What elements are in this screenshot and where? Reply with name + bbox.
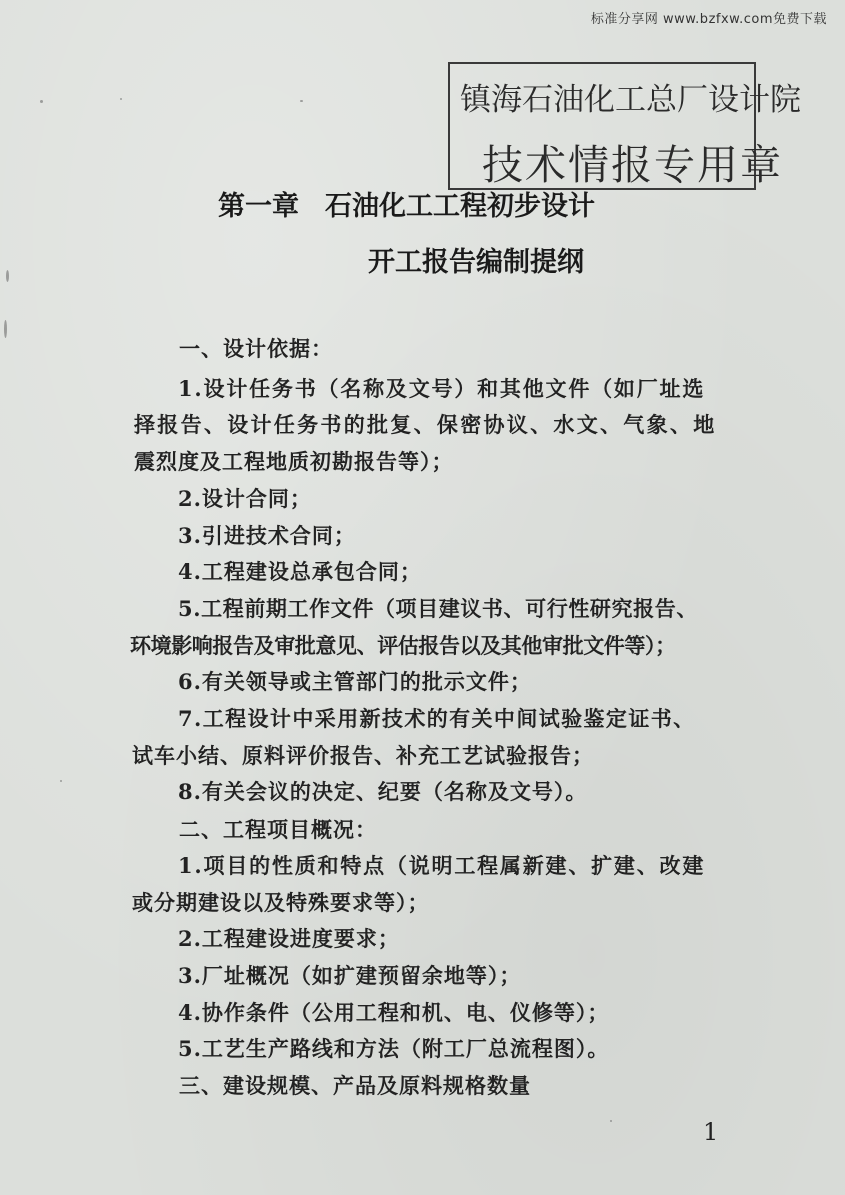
scan-speck xyxy=(300,100,303,102)
body-line: 或分期建设以及特殊要求等）； xyxy=(132,890,430,915)
scan-speck xyxy=(40,100,43,103)
body-line: 2.设计合同； xyxy=(178,486,312,511)
page-number: 1 xyxy=(703,1118,719,1146)
body-line: 择报告、设计任务书的批复、保密协议、水文、气象、地 xyxy=(134,412,717,437)
body-line: 试车小结、原料评价报告、补充工艺试验报告； xyxy=(132,743,594,768)
body-line: 3.引进技术合同； xyxy=(178,523,356,548)
body-line: 2.工程建设进度要求； xyxy=(178,926,400,951)
section-heading-1: 一、设计依据： xyxy=(179,336,333,361)
chapter-heading xyxy=(218,184,595,223)
scan-speck xyxy=(60,780,62,782)
body-line: 5.工程前期工作文件（项目建议书、可行性研究报告、 xyxy=(178,596,698,621)
body-line: 7.工程设计中采用新技术的有关中间试验鉴定证书、 xyxy=(178,706,696,731)
scan-speck xyxy=(610,1120,612,1122)
body-line: 6.有关领导或主管部门的批示文件； xyxy=(178,669,532,694)
body-line: 4.协作条件（公用工程和机、电、仪修等）； xyxy=(178,1000,610,1025)
scan-speck xyxy=(4,320,7,338)
stamp-line-2: 技术情报专用章 xyxy=(482,141,783,189)
body-line: 8.有关会议的决定、纪要（名称及文号）。 xyxy=(178,779,588,804)
scan-speck xyxy=(6,270,9,282)
chapter-subtitle: 开工报告编制提纲 xyxy=(368,247,584,278)
section-heading-3: 三、建设规模、产品及原料规格数量 xyxy=(179,1073,531,1098)
body-line: 3.厂址概况（如扩建预留余地等）； xyxy=(178,963,522,988)
body-line: 环境影响报告及审批意见、评估报告以及其他审批文件等）； xyxy=(130,633,676,658)
body-line: 1.设计任务书（名称及文号）和其他文件（如厂址选 xyxy=(178,376,706,401)
stamp-line-1: 镇海石油化工总厂设计院 xyxy=(460,82,801,118)
chapter-number: 第一章 xyxy=(218,191,299,222)
watermark-text: 标准分享网 www.bzfxw.com免费下载 xyxy=(590,12,827,27)
chapter-title: 石油化工工程初步设计 xyxy=(325,191,595,222)
scan-speck xyxy=(120,98,122,100)
section-heading-2: 二、工程项目概况： xyxy=(179,817,377,842)
body-line: 4.工程建设总承包合同； xyxy=(178,559,422,584)
body-line: 5.工艺生产路线和方法（附工厂总流程图）。 xyxy=(178,1036,610,1061)
body-line: 震烈度及工程地质初勘报告等）； xyxy=(134,449,454,474)
institute-stamp xyxy=(448,62,801,190)
body-line: 1.项目的性质和特点（说明工程属新建、扩建、改建 xyxy=(178,853,706,878)
